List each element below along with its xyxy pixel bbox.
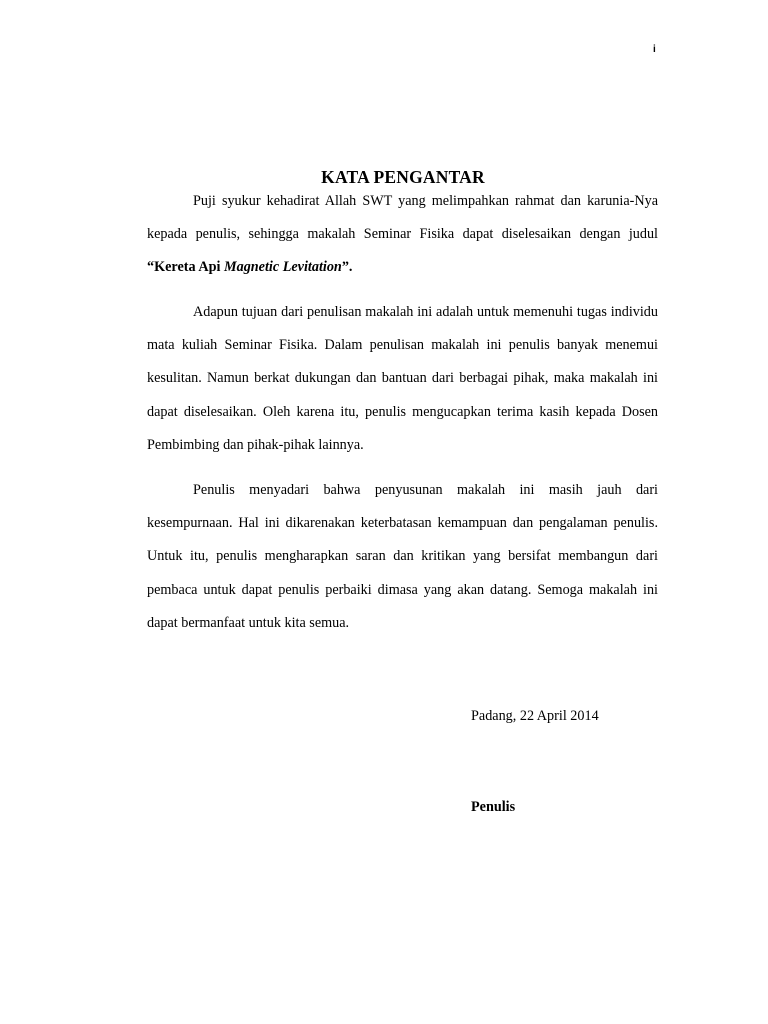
signer-name: Penulis [471, 799, 516, 815]
paragraph-3: Penulis menyadari bahwa penyusunan makalah ini masih jauh dari kesempurnaan. Hal ini dikarenakan keterbatasan kemampuan dan pengalaman penulis. Untuk itu, penulis mengharapkan saran dan kritikan yang bersifat membangun dari pembaca untuk dapat penulis perbaiki dimasa yang akan datang. Semoga makalah ini dapat bermanfaat untuk kita semua. [147, 482, 658, 631]
page-title: KATA PENGANTAR [321, 167, 485, 187]
paragraph-1-text: Puji syukur kehadirat Allah SWT yang melimpahkan rahmat dan karunia-Nya kepada penulis, sehingga makalah Seminar Fisika dapat diselesaikan dengan judul [147, 193, 658, 243]
page-number: i [653, 44, 656, 55]
paragraph-2: Adapun tujuan dari penulisan makalah ini adalah untuk memenuhi tugas individu mata kuliah Seminar Fisika. Dalam penulisan makalah ini penulis banyak menemui kesulitan. Namun berkat dukungan dan bantuan dari berbagai pihak, maka makalah ini dapat diselesaikan. Oleh karena itu, penulis mengucapkan terima kasih kepada Dosen Pembimbing dan pihak-pihak lainnya. [147, 304, 658, 453]
paragraph-1 [147, 185, 658, 285]
place-date: Padang, 22 April 2014 [471, 708, 599, 724]
paragraph-1-end: . [348, 259, 353, 276]
paper-title-quote [147, 259, 349, 275]
paper-title-open: “Kereta Api [147, 259, 224, 276]
paper-title-close: ” [341, 259, 349, 276]
paper-title-italic: Magnetic Levitation [223, 259, 342, 276]
